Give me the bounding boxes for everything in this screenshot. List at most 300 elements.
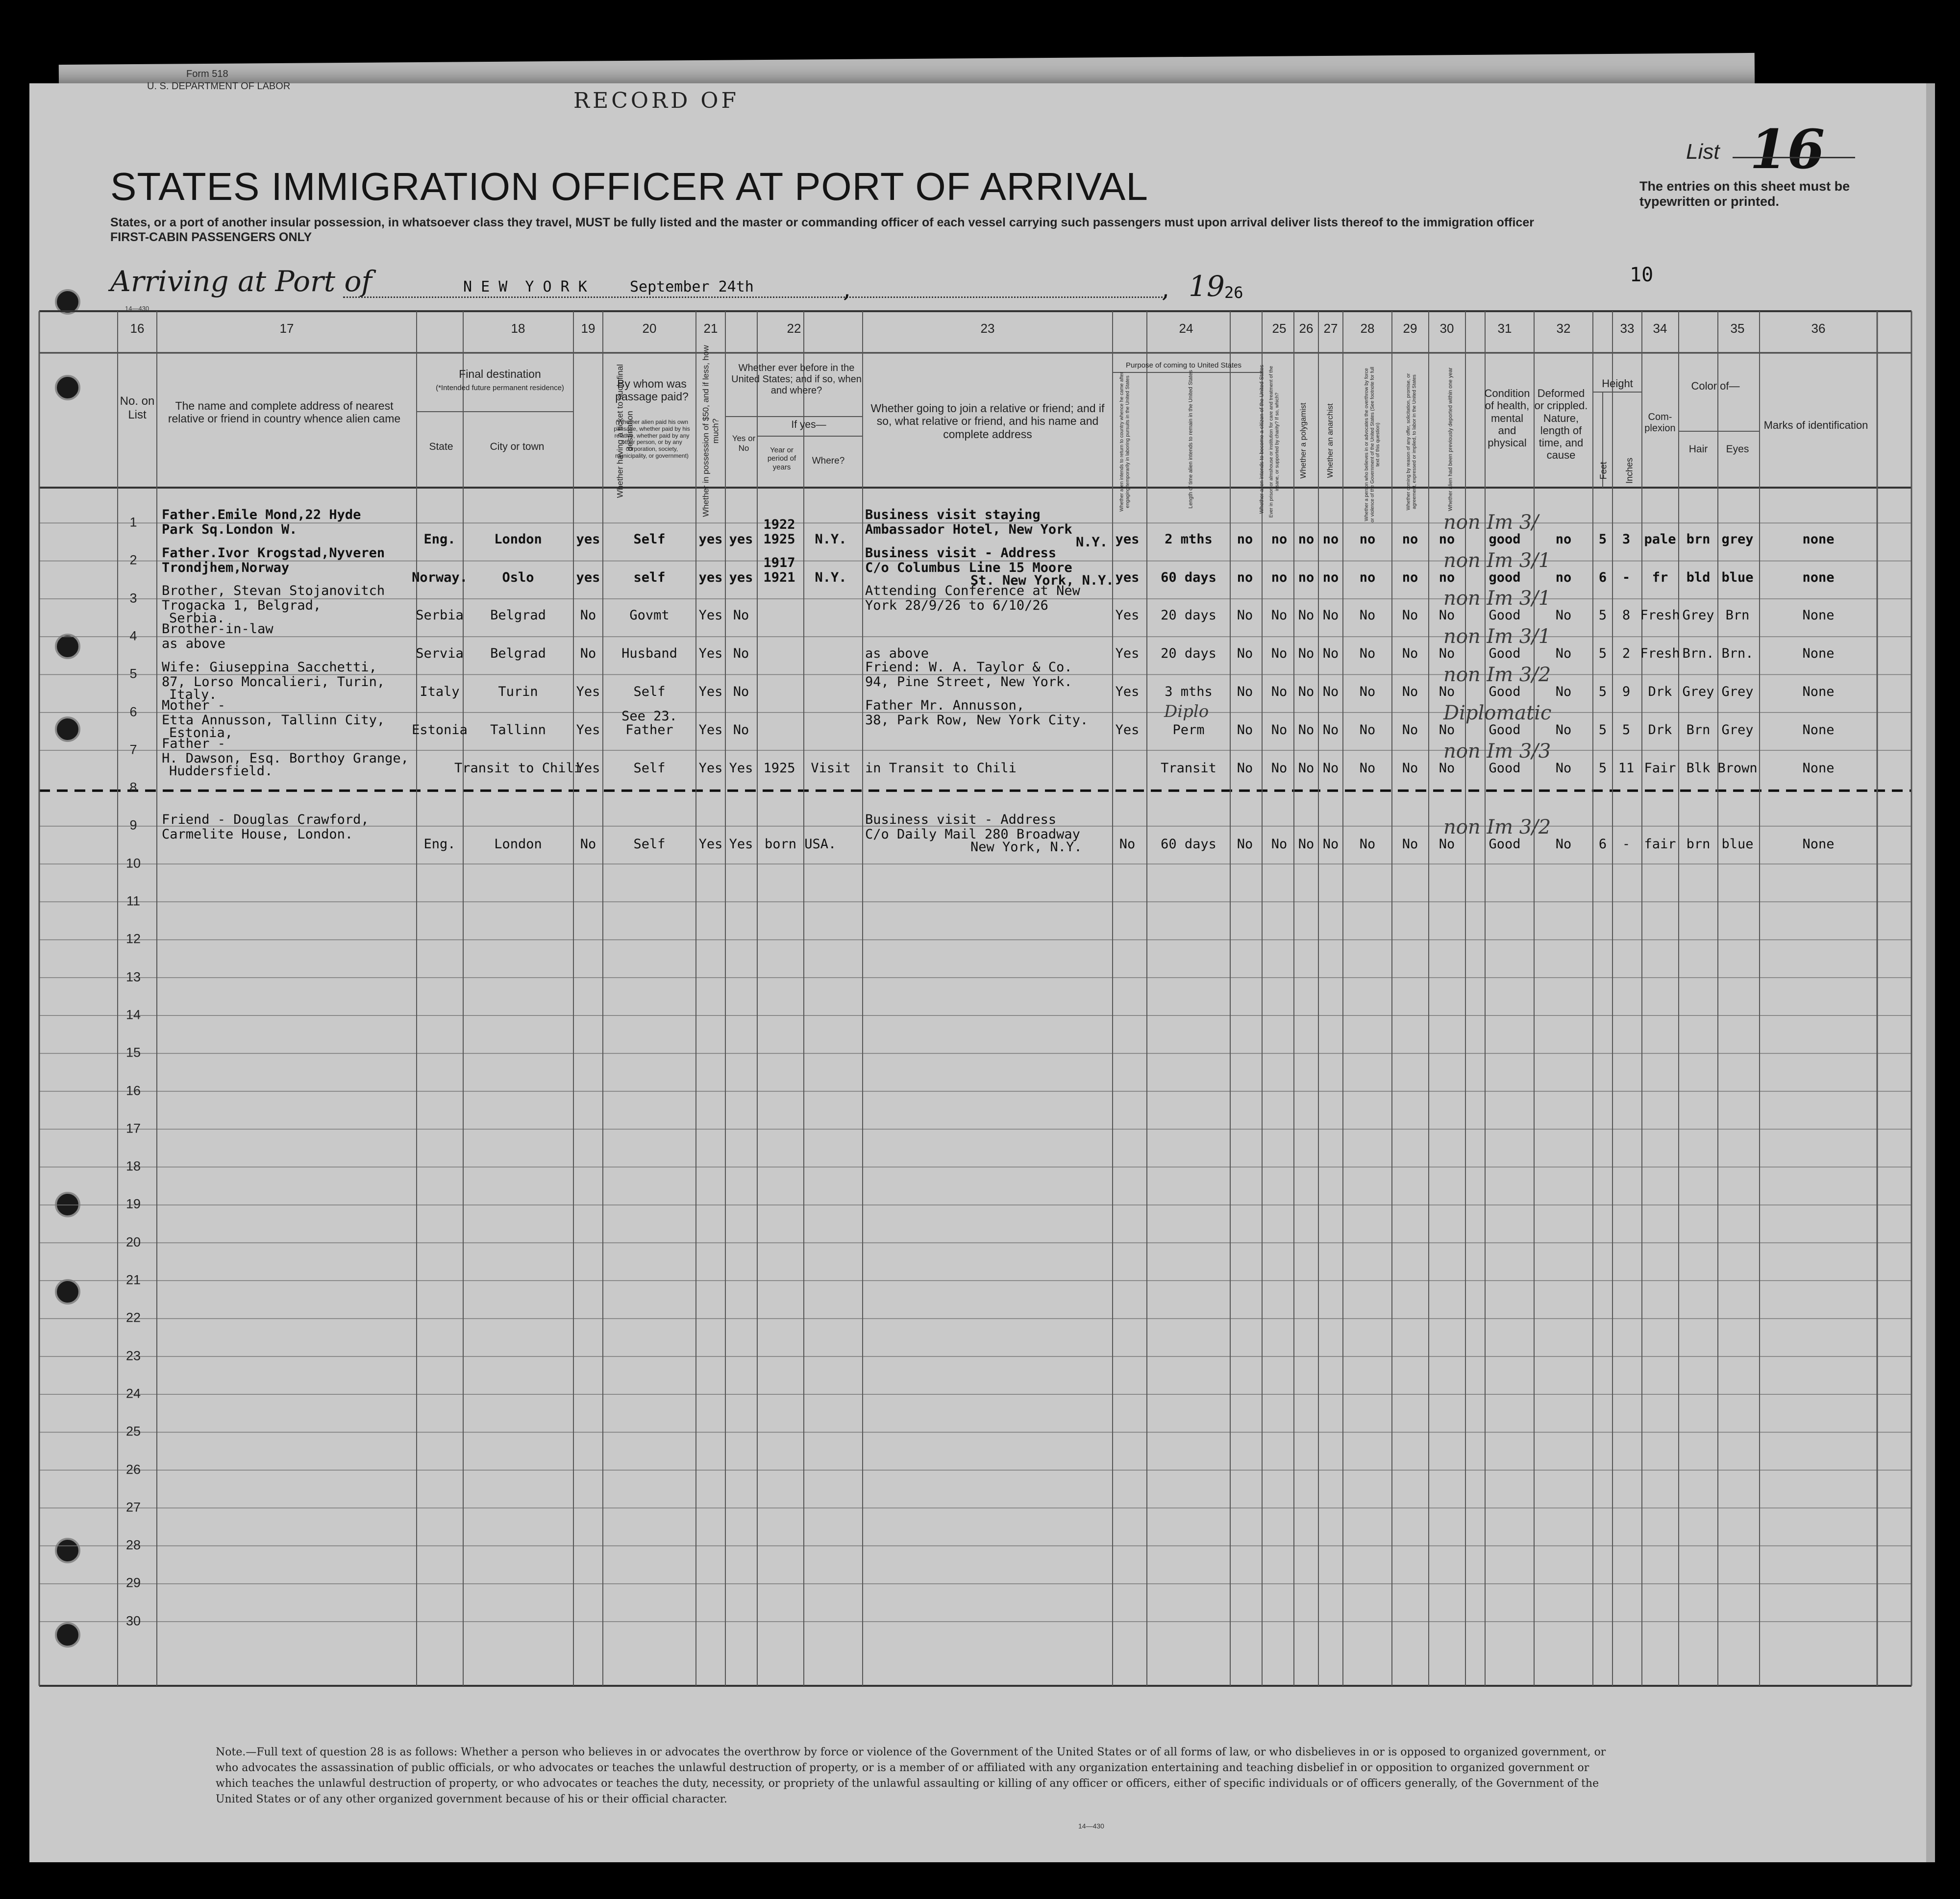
possession-50: Yes xyxy=(698,646,723,661)
destination-city: Belgrad xyxy=(490,646,546,661)
purpose-return: Yes xyxy=(1115,722,1140,738)
q30-answer: No xyxy=(1439,837,1455,852)
row-number: 17 xyxy=(125,1121,141,1136)
header-purpose-return: Whether alien intends to return to country whence he came after engaging temporarily in laboring pursuits in the United States xyxy=(1119,372,1130,512)
anarchist-answer: no xyxy=(1322,532,1339,547)
q28-answer: no xyxy=(1359,532,1376,547)
passage-paid-by: Self xyxy=(633,837,666,852)
instruction-line: States, or a port of another insular possession, in whatsoever class they travel, MUST be fully listed and the master or commanding officer of each vessel carrying such passengers must upon arrival deliver lists thereof to the immigration officer xyxy=(110,216,1534,229)
identification-marks: None xyxy=(1802,837,1835,852)
list-number: 16 xyxy=(1750,118,1825,181)
handwritten-annotation: non Im 3/ xyxy=(1443,511,1538,534)
possession-50: yes xyxy=(698,532,723,547)
ever-before-in-us: No xyxy=(733,608,749,623)
anarchist-answer: no xyxy=(1322,570,1339,585)
q30-answer: No xyxy=(1439,646,1455,661)
joining-line: C/o Columbus Line 15 Moore xyxy=(865,560,1072,575)
complexion: Fresh xyxy=(1640,608,1680,623)
form-code: 14—430 xyxy=(125,305,149,312)
cabin-line: FIRST-CABIN PASSENGERS ONLY xyxy=(110,230,312,244)
purpose-citizen: no xyxy=(1237,532,1253,547)
row-number: 14 xyxy=(125,1007,141,1022)
where-in-us: Visit xyxy=(811,761,851,776)
purpose-length: Transit xyxy=(1161,761,1216,776)
row-number: 21 xyxy=(125,1272,141,1287)
ever-before-in-us: No xyxy=(733,646,749,661)
row-number: 26 xyxy=(125,1462,141,1477)
deformed-answer: no xyxy=(1555,532,1572,547)
handwritten-annotation: non Im 3/2 xyxy=(1443,664,1551,686)
purpose-return: Yes xyxy=(1115,646,1140,661)
handwritten-annotation: Diplomatic xyxy=(1443,702,1552,724)
hair-color: Blk xyxy=(1686,761,1711,776)
form-number: Form 518 xyxy=(186,69,228,79)
row-number: 7 xyxy=(129,742,137,757)
purpose-citizen: No xyxy=(1237,608,1253,623)
relative-address-line: Carmelite House, London. xyxy=(162,827,353,842)
relative-address-line: Etta Annusson, Tallinn City, xyxy=(162,713,385,728)
header-purpose-citizen: Whether alien intends to become a citizen of the United States xyxy=(1259,365,1265,514)
q30-answer: No xyxy=(1439,722,1455,738)
destination-state: Serbia xyxy=(416,608,464,623)
q28-answer: No xyxy=(1359,646,1376,661)
possession-50: Yes xyxy=(698,761,723,776)
relative-address-line: Park Sq.London W. xyxy=(162,522,298,537)
relative-address-line: H. Dawson, Esq. Borthoy Grange, xyxy=(162,751,409,766)
identification-marks: None xyxy=(1802,684,1835,699)
deformed-answer: No xyxy=(1555,837,1572,852)
eye-color: grey xyxy=(1721,532,1754,547)
header-complexion: Com- plexion xyxy=(1644,412,1676,434)
row-number: 30 xyxy=(125,1613,141,1628)
purpose-return: Yes xyxy=(1115,608,1140,623)
height-feet: 5 xyxy=(1598,684,1607,699)
column-number: 16 xyxy=(130,321,145,336)
deformed-answer: No xyxy=(1555,722,1572,738)
possession-50: yes xyxy=(698,570,723,585)
q30-answer: no xyxy=(1439,570,1455,585)
purpose-return: yes xyxy=(1115,532,1140,547)
header-joining: Whether going to join a relative or friend; and if so, what relative or friend, and his name and complete address xyxy=(870,402,1105,441)
joining-line: St. New York, N.Y. xyxy=(970,573,1114,588)
purpose-citizen: No xyxy=(1237,761,1253,776)
polygamist-answer: No xyxy=(1298,608,1315,623)
destination-city: Turin xyxy=(498,684,538,699)
prison-answer: no xyxy=(1271,570,1288,585)
purpose-citizen: no xyxy=(1237,570,1253,585)
row-number: 6 xyxy=(129,704,137,719)
row-number: 13 xyxy=(125,969,141,985)
eye-color: Brn xyxy=(1725,608,1750,623)
handwritten-annotation: non Im 3/1 xyxy=(1443,587,1551,610)
row-number: 19 xyxy=(125,1196,141,1211)
column-number: 27 xyxy=(1323,321,1338,336)
relative-address-line: 87, Lorso Moncalieri, Turin, xyxy=(162,674,385,690)
page-number: 10 xyxy=(1630,264,1654,286)
header-feet: Feet xyxy=(1598,462,1609,480)
handwritten-annotation: non Im 3/1 xyxy=(1443,549,1551,572)
destination-city: Tallinn xyxy=(490,722,546,738)
where-in-us: N.Y. xyxy=(815,532,847,547)
deformed-answer: No xyxy=(1555,646,1572,661)
polygamist-answer: No xyxy=(1298,646,1315,661)
column-number: 25 xyxy=(1272,321,1287,336)
joining-line: Business visit - Address xyxy=(865,545,1057,561)
joining-line: Business visit staying xyxy=(865,507,1041,522)
height-feet: 6 xyxy=(1598,837,1607,852)
header-deformed: Deformed or crippled. Nature, length of time, and cause xyxy=(1534,387,1588,462)
relative-address-line: Brother, Stevan Stojanovitch xyxy=(162,583,385,598)
height-feet: 6 xyxy=(1598,570,1607,585)
header-inches: Inches xyxy=(1624,457,1635,484)
where-in-us: N.Y. xyxy=(815,570,847,585)
column-number: 34 xyxy=(1653,321,1667,336)
q29-answer: no xyxy=(1402,532,1418,547)
destination-state: Estonia xyxy=(412,722,468,738)
hair-color: Grey xyxy=(1682,608,1714,623)
complexion: pale xyxy=(1644,532,1676,547)
header-ticket: Whether having a ticket to such final destination xyxy=(615,364,634,498)
header-yes-or-no: Yes or No xyxy=(732,434,756,453)
passage-note: See 23. xyxy=(621,709,677,724)
polygamist-answer: No xyxy=(1298,684,1315,699)
row-number: 28 xyxy=(125,1537,141,1553)
column-number: 28 xyxy=(1360,321,1375,336)
passage-paid-by: Self xyxy=(633,761,666,776)
year-period: 1917 xyxy=(763,555,795,570)
row-number: 5 xyxy=(129,666,137,681)
header-passage: By whom was passage paid? xyxy=(615,377,689,403)
joining-line: Business visit - Address xyxy=(865,812,1057,827)
relative-address-line: Trondjhem,Norway xyxy=(162,560,290,575)
deformed-answer: No xyxy=(1555,684,1572,699)
eye-color: blue xyxy=(1721,570,1754,585)
identification-marks: None xyxy=(1802,761,1835,776)
joining-line: Attending Conference at New xyxy=(865,583,1080,598)
header-city: City or town xyxy=(490,441,545,452)
purpose-length: 60 days xyxy=(1161,570,1216,585)
hair-color: brn xyxy=(1686,532,1711,547)
list-label: List xyxy=(1686,140,1720,164)
height-feet: 5 xyxy=(1598,532,1607,547)
footer-form-code: 14—430 xyxy=(1078,1822,1104,1830)
eye-color: Grey xyxy=(1721,684,1754,699)
column-number: 31 xyxy=(1497,321,1512,336)
ticket-status: No xyxy=(580,646,596,661)
deformed-answer: No xyxy=(1555,608,1572,623)
health-condition: good xyxy=(1489,570,1521,585)
row-number: 25 xyxy=(125,1424,141,1439)
purpose-length: Perm xyxy=(1172,722,1205,738)
header-year-period: Year or period of years xyxy=(767,446,796,471)
anarchist-answer: No xyxy=(1322,608,1339,623)
row-number: 16 xyxy=(125,1083,141,1098)
destination-state: Servia xyxy=(416,646,464,661)
health-condition: Good xyxy=(1489,722,1521,738)
height-feet: 5 xyxy=(1598,761,1607,776)
column-number: 17 xyxy=(279,321,294,336)
anarchist-answer: No xyxy=(1322,646,1339,661)
row-number: 15 xyxy=(125,1045,141,1060)
header-anarchist: Whether an anarchist xyxy=(1326,403,1335,478)
passage-paid-by: self xyxy=(633,570,666,585)
joining-line: 94, Pine Street, New York. xyxy=(865,674,1072,690)
purpose-length: 60 days xyxy=(1161,837,1216,852)
ever-before-in-us: No xyxy=(733,684,749,699)
header-health: Condition of health, mental and physical xyxy=(1484,387,1530,449)
possession-50: Yes xyxy=(698,684,723,699)
purpose-citizen: No xyxy=(1237,684,1253,699)
footnote-question-28: Note.—Full text of question 28 is as follows: Whether a person who believes in or advocates the overthrow by force or violence of the Government of the United States or of all forms of law, or who disbelieves in or is opposed to organized government, or who advocates the assassination of public officials, or who advocates or teaches the unlawful destruction of property, or is a member of or affiliated with any organization entertaining and teaching disbelief in or opposition to organized government or which teaches the unlawful destruction of property, or who advocates or teaches the duty, necessity, or propriety of the unlawful assaulting or killing of any officer or officers, either of specific individuals or of officers generally, of the Government of the United States or of any other organized government because of his or their official character. xyxy=(216,1746,1606,1805)
anarchist-answer: No xyxy=(1322,837,1339,852)
header-purpose: Purpose of coming to United States xyxy=(1126,361,1241,370)
header-hair: Hair xyxy=(1688,444,1708,455)
row-number: 9 xyxy=(129,817,137,833)
destination-city: Transit to Chili xyxy=(454,761,582,776)
header-state: State xyxy=(429,441,453,452)
relative-address-line: Friend - Douglas Crawford, xyxy=(162,812,369,827)
destination-state: Norway. xyxy=(412,570,468,585)
polygamist-answer: no xyxy=(1298,532,1315,547)
handwritten-annotation: Diplo xyxy=(1164,702,1209,721)
q30-answer: no xyxy=(1439,532,1455,547)
header-q29: Whether coming by reason of any offer, solicitation, promise, or agreement, expressed or implied, to labor in the United States xyxy=(1406,373,1417,511)
column-number: 35 xyxy=(1730,321,1745,336)
purpose-length: 2 mths xyxy=(1165,532,1213,547)
ever-before-in-us: Yes xyxy=(729,837,753,852)
row-number: 4 xyxy=(129,628,137,643)
deformed-answer: No xyxy=(1555,761,1572,776)
eye-color: Brown xyxy=(1717,761,1758,776)
destination-state: Italy xyxy=(420,684,460,699)
destination-state: Eng. xyxy=(423,837,456,852)
column-number: 18 xyxy=(511,321,525,336)
joining-line: 38, Park Row, New York City. xyxy=(865,713,1089,728)
ever-before-in-us: Yes xyxy=(729,761,753,776)
column-number: 33 xyxy=(1620,321,1635,336)
ticket-status: Yes xyxy=(576,761,600,776)
column-number: 29 xyxy=(1403,321,1417,336)
prison-answer: No xyxy=(1271,722,1288,738)
ever-before-in-us: yes xyxy=(729,570,753,585)
column-number: 20 xyxy=(642,321,657,336)
hair-color: Brn xyxy=(1686,722,1711,738)
column-number: 19 xyxy=(581,321,595,336)
hair-color: Grey xyxy=(1682,684,1714,699)
record-heading-fragment: RECORD OF xyxy=(573,88,739,113)
relative-address-line: Estonia, xyxy=(169,725,233,740)
q29-answer: No xyxy=(1402,646,1418,661)
ticket-status: No xyxy=(580,837,596,852)
column-number: 26 xyxy=(1299,321,1314,336)
prison-answer: No xyxy=(1271,684,1288,699)
header-prison: Ever in prison or almshouse or institution for care and treatment of the insane, or supported by charity? If so, which? xyxy=(1268,366,1280,518)
complexion: Drk xyxy=(1648,722,1672,738)
year-period: 1922 xyxy=(763,517,795,532)
destination-city: London xyxy=(494,837,542,852)
complexion: Drk xyxy=(1648,684,1672,699)
purpose-length: 20 days xyxy=(1161,646,1216,661)
height-feet: 5 xyxy=(1598,608,1607,623)
header-color-of: Color of— xyxy=(1691,380,1740,392)
height-inches: 11 xyxy=(1618,761,1635,776)
purpose-length: 3 mths xyxy=(1165,684,1213,699)
joining-line: New York, N.Y. xyxy=(970,839,1082,855)
column-number: 24 xyxy=(1179,321,1193,336)
ticket-status: Yes xyxy=(576,722,600,738)
port-field: N E W Y O R K xyxy=(463,278,587,296)
destination-city: Oslo xyxy=(502,570,534,585)
passage-paid-by: Self xyxy=(633,684,666,699)
header-possession-50: Whether in possession of $50, and if less, how much? xyxy=(701,345,720,517)
polygamist-answer: No xyxy=(1298,722,1315,738)
destination-city: Belgrad xyxy=(490,608,546,623)
purpose-return: yes xyxy=(1115,570,1140,585)
column-number: 32 xyxy=(1556,321,1571,336)
column-number: 23 xyxy=(980,321,995,336)
anarchist-answer: No xyxy=(1322,684,1339,699)
height-inches: 9 xyxy=(1622,684,1631,699)
row-number: 2 xyxy=(129,552,137,567)
identification-marks: None xyxy=(1802,646,1835,661)
ticket-status: yes xyxy=(576,532,600,547)
height-feet: 5 xyxy=(1598,722,1607,738)
anarchist-answer: No xyxy=(1322,761,1339,776)
q28-answer: No xyxy=(1359,684,1376,699)
health-condition: good xyxy=(1489,532,1521,547)
anarchist-answer: No xyxy=(1322,722,1339,738)
height-inches: 8 xyxy=(1622,608,1631,623)
row-number: 20 xyxy=(125,1234,141,1250)
comma-mark: , xyxy=(1162,274,1169,303)
header-q28: Whether a person who believes in or advocates the overthrow by force or violence of the Government of the United States (See footnote for full text of this question) xyxy=(1364,367,1381,522)
year-period: born USA. xyxy=(765,837,837,852)
height-inches: 5 xyxy=(1622,722,1631,738)
q30-answer: No xyxy=(1439,684,1455,699)
relative-address-line: as above xyxy=(162,636,226,651)
header-marks: Marks of identification xyxy=(1763,419,1868,431)
arriving-label: Arriving at Port of xyxy=(110,265,372,298)
row-number: 23 xyxy=(125,1348,141,1363)
column-number: 36 xyxy=(1811,321,1826,336)
header-height: Height xyxy=(1602,377,1633,390)
q28-answer: No xyxy=(1359,761,1376,776)
ticket-status: Yes xyxy=(576,684,600,699)
possession-50: Yes xyxy=(698,722,723,738)
prison-answer: No xyxy=(1271,608,1288,623)
passage-paid-by: Govmt xyxy=(629,608,670,623)
identification-marks: none xyxy=(1802,532,1835,547)
header-passage-note: (Whether alien paid his own passage, whether paid by his relative, whether paid by any other person, or by any corporation, society, municipality, or government) xyxy=(614,419,690,459)
prison-answer: No xyxy=(1271,646,1288,661)
header-no-on-list: No. on List xyxy=(120,395,155,421)
handwritten-annotation: non Im 3/1 xyxy=(1443,625,1551,648)
header-final-destination: Final destination xyxy=(459,368,541,380)
row-number: 18 xyxy=(125,1159,141,1174)
ever-before-in-us: No xyxy=(733,722,749,738)
relative-address-line: Serbia. xyxy=(169,611,225,626)
purpose-return: Yes xyxy=(1115,684,1140,699)
hair-color: Brn. xyxy=(1682,646,1714,661)
purpose-return: No xyxy=(1119,837,1136,852)
q28-answer: No xyxy=(1359,608,1376,623)
year-prefix: 19 xyxy=(1189,270,1225,303)
header-if-yes: If yes— xyxy=(791,419,826,430)
passage-paid-by: Father xyxy=(625,722,673,738)
header-where: Where? xyxy=(812,456,845,466)
header-purpose-length: Length of time alien intends to remain in the United States xyxy=(1188,370,1194,509)
height-inches: - xyxy=(1622,837,1631,852)
health-condition: Good xyxy=(1489,608,1521,623)
q29-answer: No xyxy=(1402,761,1418,776)
q28-answer: No xyxy=(1359,722,1376,738)
polygamist-answer: no xyxy=(1298,570,1315,585)
q29-answer: No xyxy=(1402,837,1418,852)
row-number: 22 xyxy=(125,1310,141,1325)
health-condition: Good xyxy=(1489,646,1521,661)
purpose-length: 20 days xyxy=(1161,608,1216,623)
hair-color: bld xyxy=(1686,570,1711,585)
joining-line: Father Mr. Annusson, xyxy=(865,698,1025,713)
possession-50: Yes xyxy=(698,837,723,852)
row-number: 27 xyxy=(125,1500,141,1515)
deformed-answer: no xyxy=(1555,570,1572,585)
polygamist-answer: No xyxy=(1298,837,1315,852)
relative-address-line: Father - xyxy=(162,736,226,751)
header-relative-address: The name and complete address of nearest relative or friend in country whence alien came xyxy=(168,399,401,425)
q29-answer: no xyxy=(1402,570,1418,585)
hair-color: brn xyxy=(1686,837,1711,852)
complexion: Fresh xyxy=(1640,646,1680,661)
department-label: U. S. DEPARTMENT OF LABOR xyxy=(147,81,291,92)
row-number: 11 xyxy=(126,893,141,909)
joining-line: as above xyxy=(865,646,929,661)
q29-answer: No xyxy=(1402,608,1418,623)
prison-answer: No xyxy=(1271,761,1288,776)
purpose-citizen: No xyxy=(1237,646,1253,661)
column-number: 30 xyxy=(1439,321,1454,336)
relative-address-line: Wife: Giuseppina Sacchetti, xyxy=(162,660,377,675)
header-final-destination-note: (*Intended future permanent residence) xyxy=(436,384,564,392)
joining-line: York 28/9/26 to 6/10/26 xyxy=(865,598,1048,613)
complexion: fair xyxy=(1644,837,1676,852)
row-number: 1 xyxy=(129,515,137,530)
joining-line: in Transit to Chili xyxy=(865,761,1017,776)
year-suffix: 26 xyxy=(1224,283,1243,302)
identification-marks: None xyxy=(1802,608,1835,623)
relative-address-line: Brother-in-law xyxy=(162,621,273,637)
joining-line: C/o Daily Mail 280 Broadway xyxy=(865,827,1080,842)
joining-line: Friend: W. A. Taylor & Co. xyxy=(865,660,1072,675)
polygamist-answer: No xyxy=(1298,761,1315,776)
row-number: 10 xyxy=(125,856,141,871)
q29-answer: No xyxy=(1402,684,1418,699)
height-inches: - xyxy=(1622,570,1631,585)
complexion: Fair xyxy=(1644,761,1676,776)
year-period: 1921 xyxy=(763,570,795,585)
eye-color: Brn. xyxy=(1721,646,1754,661)
handwritten-annotation: non Im 3/3 xyxy=(1443,740,1551,763)
header-q30: Whether alien had been previously deported within one year xyxy=(1447,367,1454,511)
prison-answer: No xyxy=(1271,837,1288,852)
destination-city: London xyxy=(494,532,542,547)
eye-color: Grey xyxy=(1721,722,1754,738)
joining-line: N.Y. xyxy=(1076,535,1108,550)
height-inches: 2 xyxy=(1622,646,1631,661)
health-condition: Good xyxy=(1489,684,1521,699)
q28-answer: No xyxy=(1359,837,1376,852)
page-title: STATES IMMIGRATION OFFICER AT PORT OF ARRIVAL xyxy=(110,165,1148,208)
